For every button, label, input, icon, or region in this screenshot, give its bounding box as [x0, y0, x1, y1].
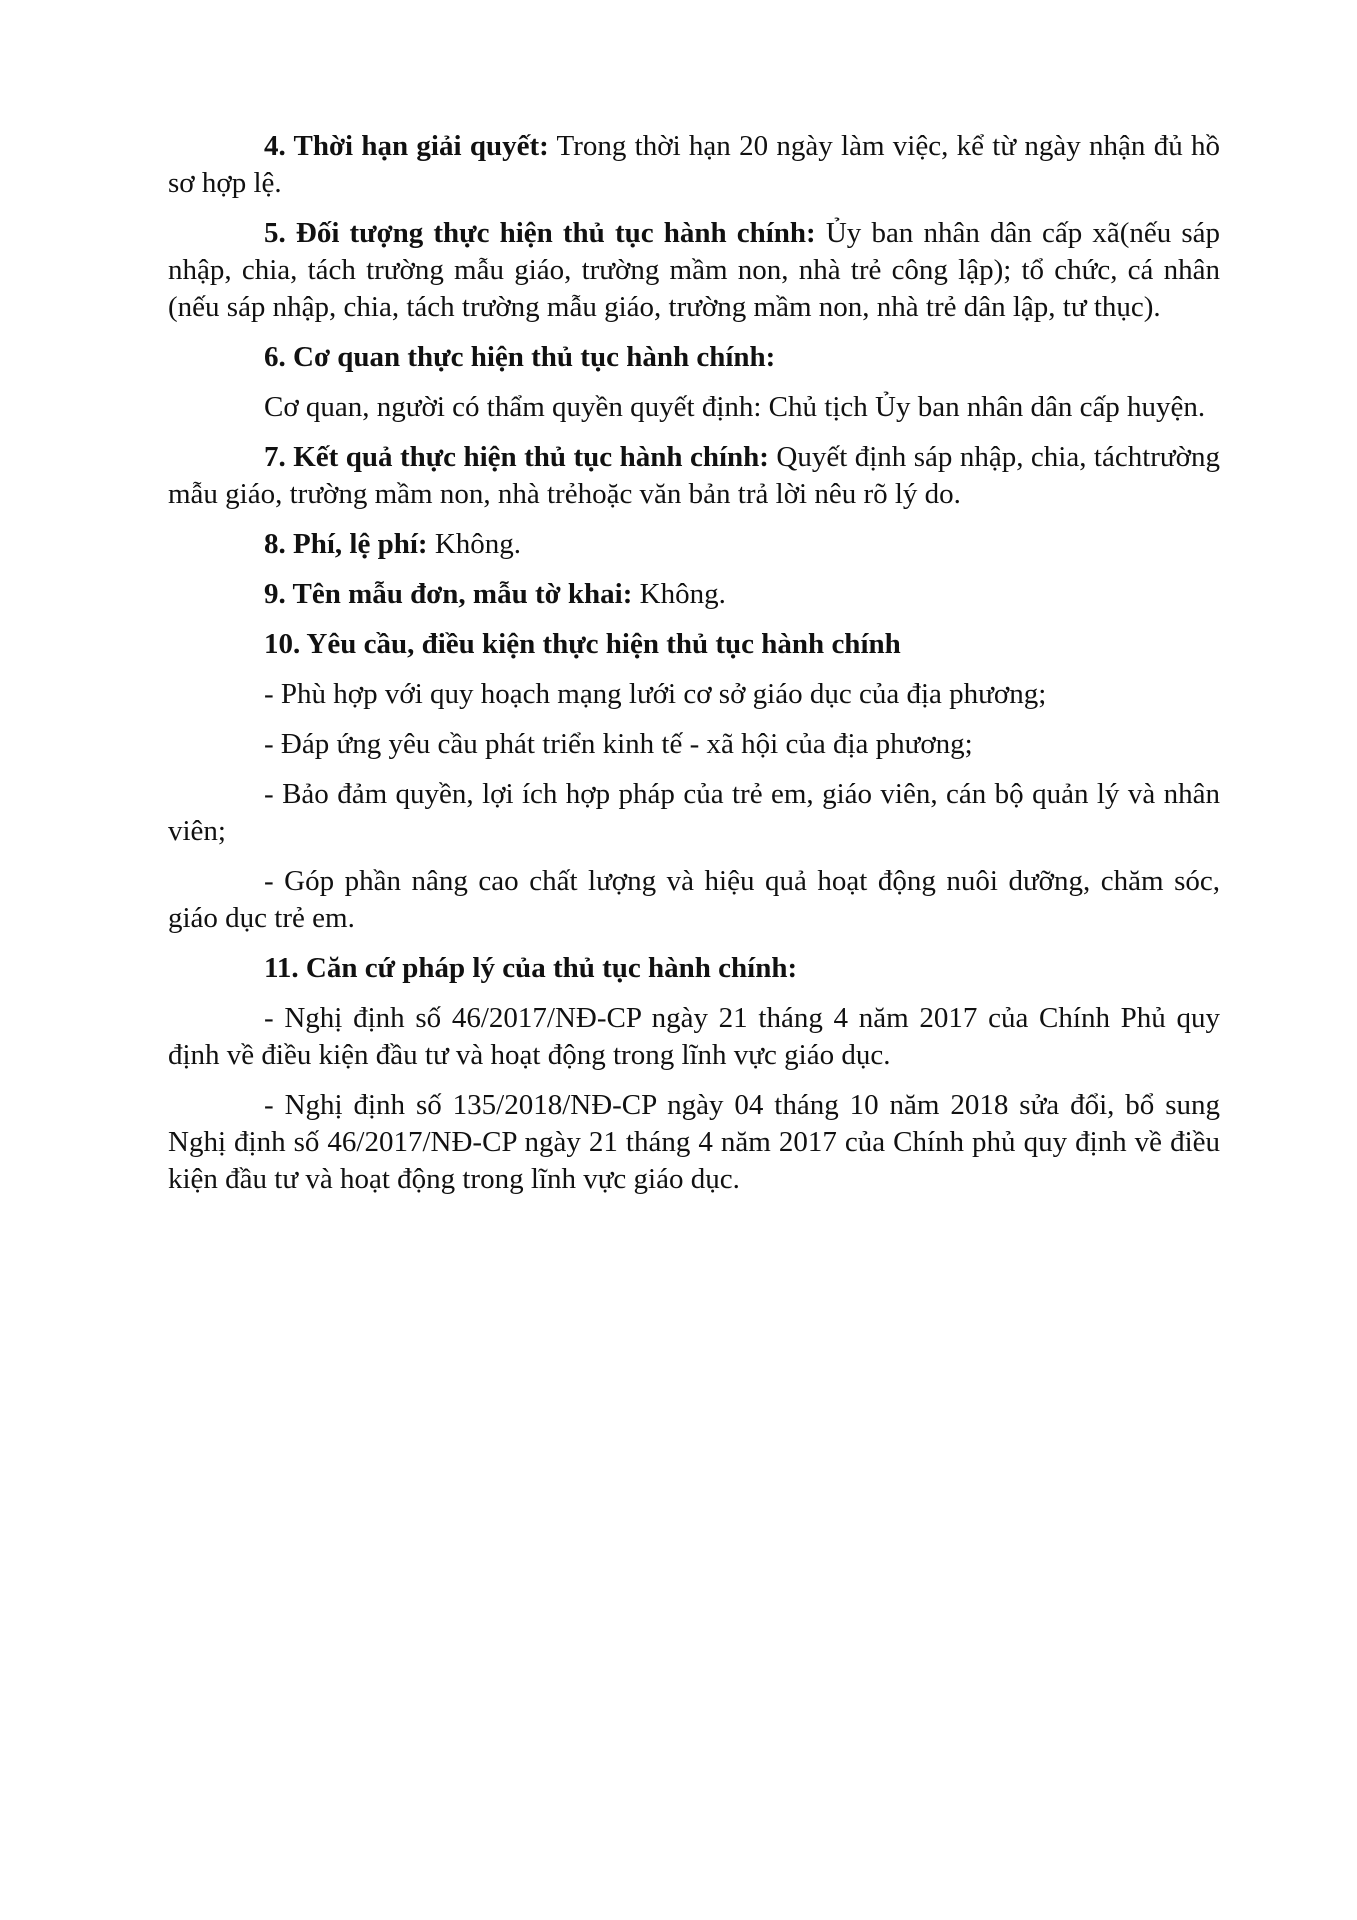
section-10-item: - Bảo đảm quyền, lợi ích hợp pháp của trẻ em, giáo viên, cán bộ quản lý và nhân viên;: [168, 778, 1220, 847]
section-5: [168, 215, 1220, 326]
section-11-heading: 11. Căn cứ pháp lý của thủ tục hành chính:: [264, 952, 798, 984]
section-9-heading: 9. Tên mẫu đơn, mẫu tờ khai:: [264, 578, 633, 610]
section-6-heading: 6. Cơ quan thực hiện thủ tục hành chính:: [264, 341, 776, 373]
section-7-heading: 7. Kết quả thực hiện thủ tục hành chính:: [264, 441, 769, 473]
section-9: [168, 576, 1220, 613]
section-9-text: Không.: [632, 578, 726, 610]
section-4-heading: 4. Thời hạn giải quyết:: [264, 130, 549, 162]
section-7-text: Quyết định sáp nhập, chia, táchtrường mẫu giáo, trường mầm non, nhà trẻhoặc văn bản trả lời nêu rõ lý do.: [168, 441, 1220, 510]
section-6-text: Cơ quan, người có thẩm quyền quyết định: Chủ tịch Ủy ban nhân dân cấp huyện.: [264, 391, 1206, 423]
section-4: [168, 128, 1220, 202]
section-5-text: Ủy ban nhân dân cấp xã(nếu sáp nhập, chia, tách trường mẫu giáo, trường mầm non, nhà trẻ công lập); tổ chức, cá nhân (nếu sáp nhập, chia, tách trường mẫu giáo, trường mầm non, nhà trẻ dân lập, tư thục).: [168, 217, 1221, 323]
section-10-item: - Phù hợp với quy hoạch mạng lưới cơ sở giáo dục của địa phương;: [264, 678, 1047, 710]
section-8-text: Không.: [427, 528, 522, 560]
section-5-heading: 5. Đối tượng thực hiện thủ tục hành chính:: [264, 217, 816, 249]
section-11-item: - Nghị định số 46/2017/NĐ-CP ngày 21 tháng 4 năm 2017 của Chính Phủ quy định về điều kiện đầu tư và hoạt động trong lĩnh vực giáo dục.: [168, 1002, 1220, 1071]
document-page: [168, 128, 1220, 1211]
section-7: [168, 439, 1220, 513]
section-11-item: - Nghị định số 135/2018/NĐ-CP ngày 04 tháng 10 năm 2018 sửa đổi, bổ sung Nghị định số 46/2017/NĐ-CP ngày 21 tháng 4 năm 2017 của Chính phủ quy định về điều kiện đầu tư và hoạt động trong lĩnh vực giáo dục.: [168, 1089, 1220, 1195]
section-8: [168, 526, 1220, 563]
section-10-item: - Góp phần nâng cao chất lượng và hiệu quả hoạt động nuôi dưỡng, chăm sóc, giáo dục trẻ em.: [168, 865, 1220, 934]
section-8-heading: 8. Phí, lệ phí:: [264, 528, 428, 560]
section-10-item: - Đáp ứng yêu cầu phát triển kinh tế - xã hội của địa phương;: [264, 728, 973, 760]
section-10-heading: 10. Yêu cầu, điều kiện thực hiện thủ tục hành chính: [264, 628, 901, 660]
section-4-text: Trong thời hạn 20 ngày làm việc, kể từ ngày nhận đủ hồ sơ hợp lệ.: [168, 130, 1220, 199]
